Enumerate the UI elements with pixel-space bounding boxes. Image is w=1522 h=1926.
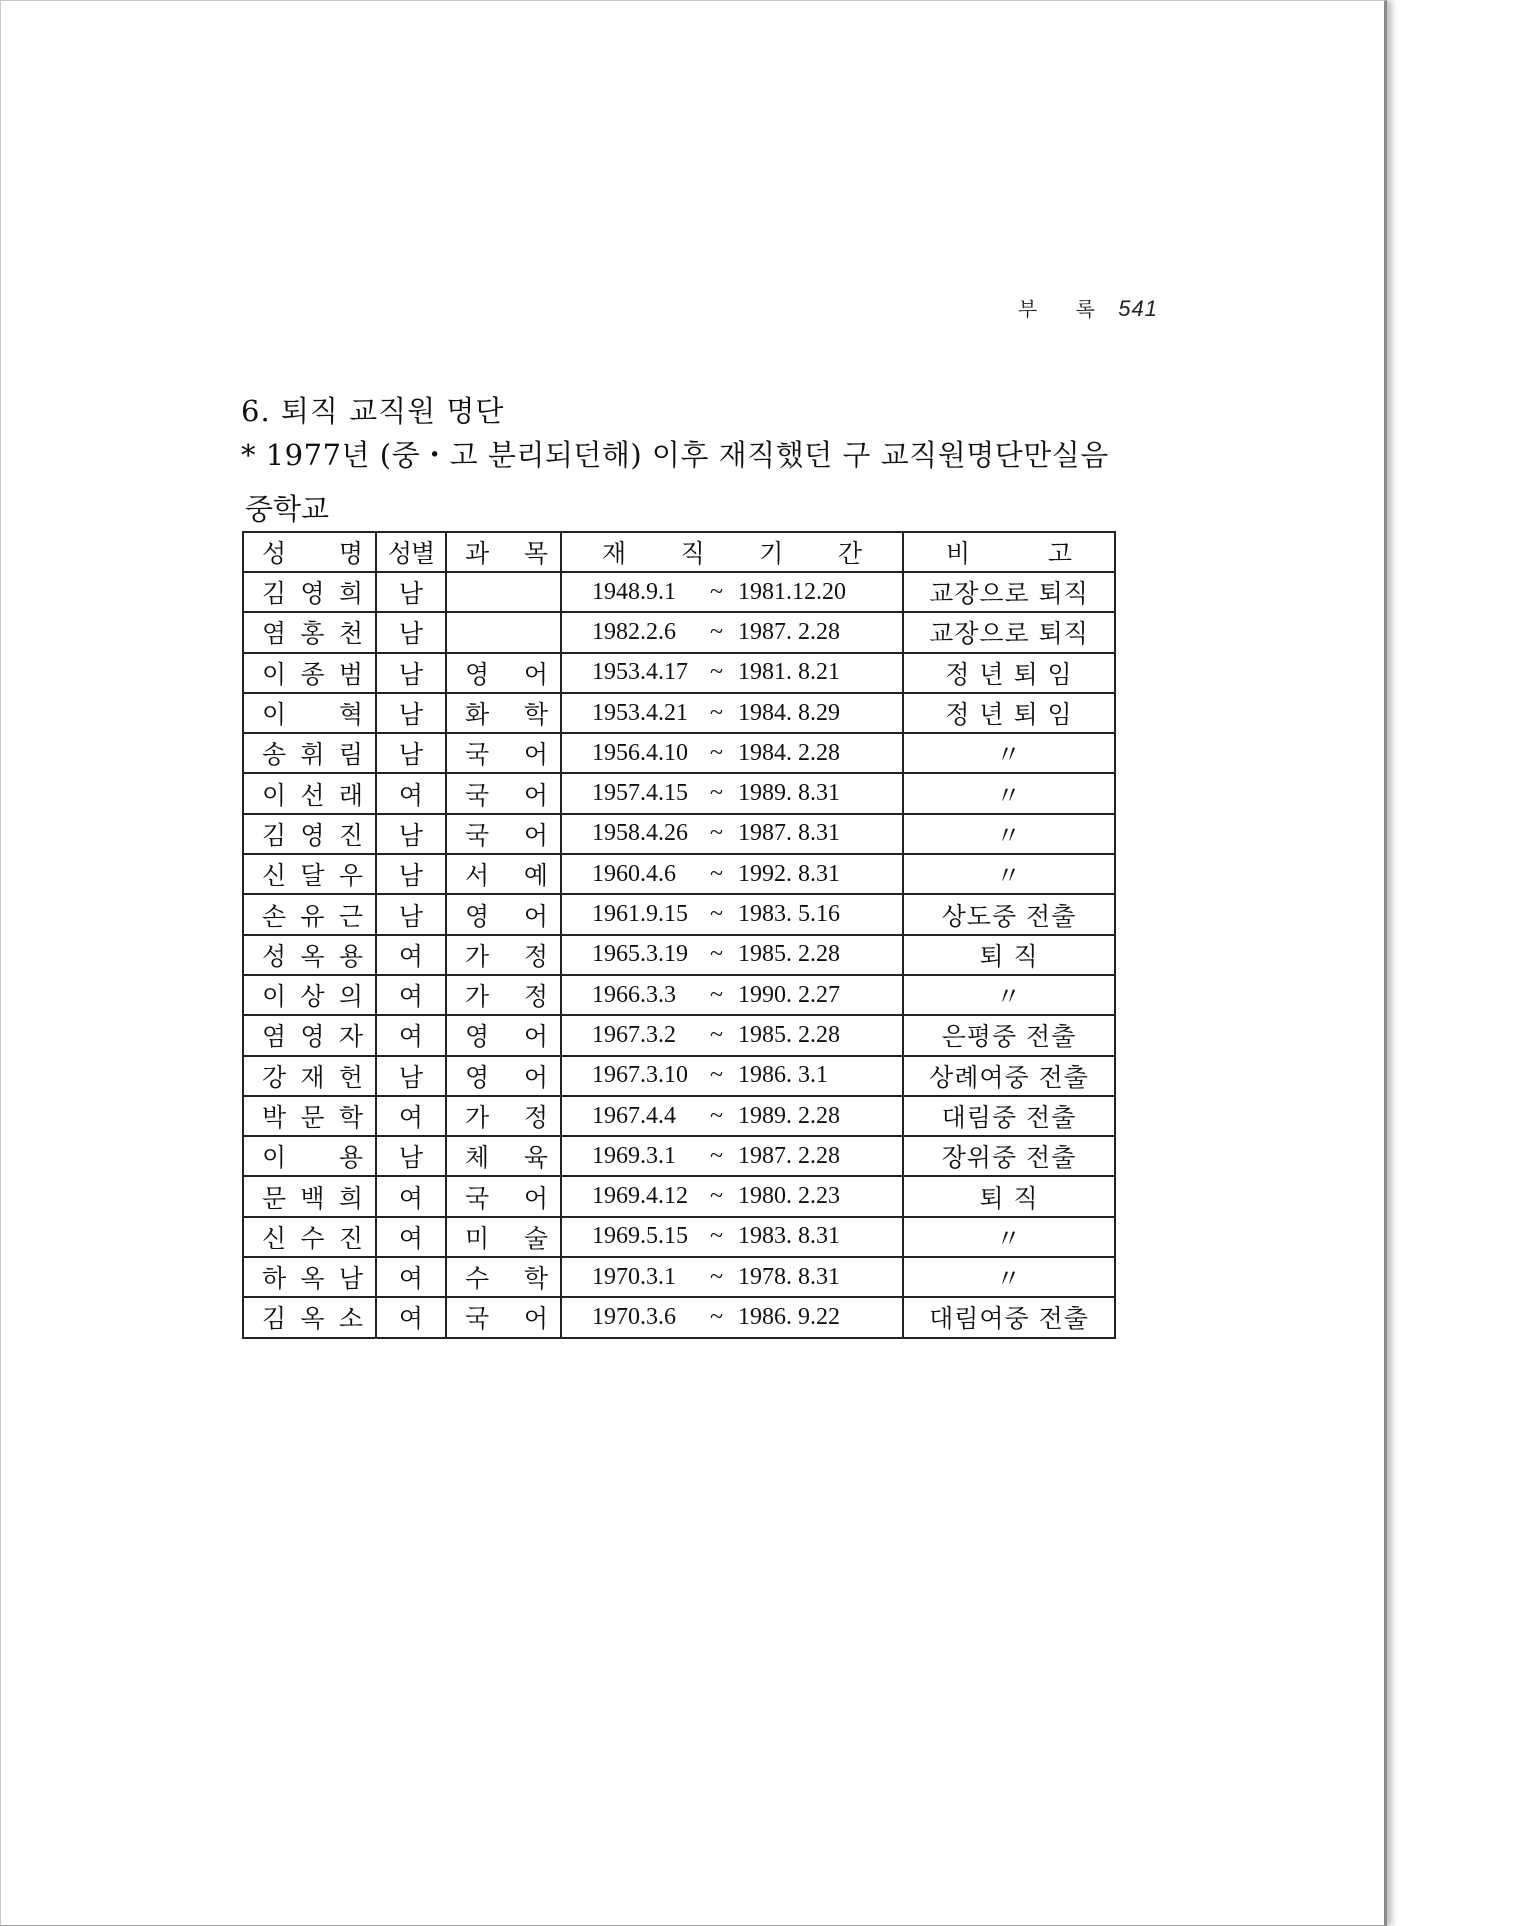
cell-name: 이 선 래 (243, 773, 376, 813)
cell-remark: 〃 (903, 975, 1115, 1015)
cell-remark: 대림중 전출 (903, 1096, 1115, 1136)
cell-subject: 국 어 (446, 814, 561, 854)
cell-gender: 남 (376, 733, 446, 773)
cell-period (561, 572, 903, 612)
cell-remark: 교장으로 퇴직 (903, 572, 1115, 612)
period-end: 1986. 3.1 (738, 1062, 828, 1089)
period-start: 1967.3.2 (592, 1021, 676, 1048)
period-start: 1969.4.12 (592, 1183, 688, 1210)
cell-period (561, 1096, 903, 1136)
period-end: 1978. 8.31 (738, 1263, 840, 1290)
period-separator: ~ (710, 578, 723, 605)
cell-name: 김 옥 소 (243, 1297, 376, 1337)
cell-remark: 상도중 전출 (903, 894, 1115, 934)
period-start: 1965.3.19 (592, 941, 688, 968)
table-row (243, 935, 1115, 975)
period-separator: ~ (710, 659, 723, 686)
cell-gender: 남 (376, 1136, 446, 1176)
cell-subject: 국 어 (446, 773, 561, 813)
cell-name: 박 문 학 (243, 1096, 376, 1136)
period-separator: ~ (710, 699, 723, 726)
table-row (243, 1015, 1115, 1055)
table-row (243, 612, 1115, 652)
table-row (243, 1136, 1115, 1176)
cell-gender: 남 (376, 572, 446, 612)
cell-period (561, 653, 903, 693)
cell-remark: 〃 (903, 854, 1115, 894)
period-separator: ~ (710, 1142, 723, 1169)
cell-period (561, 975, 903, 1015)
table-row (243, 733, 1115, 773)
period-end: 1983. 8.31 (738, 1223, 840, 1250)
period-start: 1967.4.4 (592, 1102, 676, 1129)
table-subtitle: 중학교 (245, 492, 330, 526)
table-row (243, 572, 1115, 612)
cell-name: 염 영 자 (243, 1015, 376, 1055)
cell-gender: 여 (376, 1176, 446, 1216)
cell-subject: 수 학 (446, 1257, 561, 1297)
period-end: 1986. 9.22 (738, 1303, 840, 1330)
cell-period (561, 693, 903, 733)
cell-remark: 정 년 퇴 임 (903, 693, 1115, 733)
cell-name: 김 영 희 (243, 572, 376, 612)
header-period: 재 직 기 간 (561, 532, 903, 572)
cell-gender: 여 (376, 1297, 446, 1337)
cell-period (561, 733, 903, 773)
period-end: 1980. 2.23 (738, 1183, 840, 1210)
period-separator: ~ (710, 739, 723, 766)
cell-subject: 영 어 (446, 894, 561, 934)
period-start: 1970.3.1 (592, 1263, 676, 1290)
header-name: 성 명 (243, 532, 376, 572)
period-start: 1960.4.6 (592, 860, 676, 887)
cell-gender: 남 (376, 612, 446, 652)
table-row (243, 854, 1115, 894)
table-row (243, 814, 1115, 854)
period-separator: ~ (710, 1223, 723, 1250)
period-end: 1987. 2.28 (738, 618, 840, 645)
period-end: 1985. 2.28 (738, 941, 840, 968)
table-body (243, 572, 1115, 1338)
table-row (243, 1056, 1115, 1096)
cell-name: 성 옥 용 (243, 935, 376, 975)
table-row (243, 975, 1115, 1015)
cell-gender: 여 (376, 1096, 446, 1136)
period-end: 1983. 5.16 (738, 901, 840, 928)
cell-name: 송 휘 림 (243, 733, 376, 773)
cell-period (561, 1015, 903, 1055)
cell-remark: 교장으로 퇴직 (903, 612, 1115, 652)
cell-period (561, 612, 903, 652)
period-end: 1989. 8.31 (738, 780, 840, 807)
header-subject: 과 목 (446, 532, 561, 572)
cell-gender: 남 (376, 814, 446, 854)
cell-subject (446, 612, 561, 652)
table-row (243, 693, 1115, 733)
period-start: 1970.3.6 (592, 1303, 676, 1330)
cell-period (561, 854, 903, 894)
cell-period (561, 894, 903, 934)
cell-name: 신 수 진 (243, 1217, 376, 1257)
cell-remark: 상례여중 전출 (903, 1056, 1115, 1096)
period-start: 1953.4.17 (592, 659, 688, 686)
cell-gender: 여 (376, 975, 446, 1015)
cell-remark: 정 년 퇴 임 (903, 653, 1115, 693)
table-row (243, 653, 1115, 693)
period-separator: ~ (710, 1062, 723, 1089)
cell-remark: 퇴 직 (903, 935, 1115, 975)
cell-remark: 〃 (903, 733, 1115, 773)
cell-subject: 가 정 (446, 1096, 561, 1136)
cell-remark: 대림여중 전출 (903, 1297, 1115, 1337)
period-start: 1948.9.1 (592, 578, 676, 605)
cell-subject: 서 예 (446, 854, 561, 894)
cell-remark: 은평중 전출 (903, 1015, 1115, 1055)
section-note: * 1977년 (중・고 분리되던해) 이후 재직했던 구 교직원명단만실음 (241, 438, 1109, 472)
period-start: 1969.5.15 (592, 1223, 688, 1250)
cell-name: 이 종 범 (243, 653, 376, 693)
period-separator: ~ (710, 1263, 723, 1290)
cell-remark: 〃 (903, 1217, 1115, 1257)
period-end: 1981.12.20 (738, 578, 846, 605)
period-end: 1981. 8.21 (738, 659, 840, 686)
cell-name: 이 용 (243, 1136, 376, 1176)
page-number: 541 (1118, 296, 1158, 321)
cell-subject: 영 어 (446, 1056, 561, 1096)
cell-name: 문 백 희 (243, 1176, 376, 1216)
cell-subject (446, 572, 561, 612)
cell-gender: 남 (376, 653, 446, 693)
period-start: 1956.4.10 (592, 739, 688, 766)
cell-subject: 가 정 (446, 975, 561, 1015)
period-start: 1958.4.26 (592, 820, 688, 847)
period-end: 1989. 2.28 (738, 1102, 840, 1129)
cell-period (561, 1136, 903, 1176)
cell-gender: 여 (376, 1257, 446, 1297)
period-separator: ~ (710, 618, 723, 645)
cell-period (561, 814, 903, 854)
cell-name: 손 유 근 (243, 894, 376, 934)
cell-remark: 장위중 전출 (903, 1136, 1115, 1176)
cell-subject: 영 어 (446, 653, 561, 693)
period-start: 1969.3.1 (592, 1142, 676, 1169)
period-separator: ~ (710, 780, 723, 807)
cell-gender: 남 (376, 894, 446, 934)
cell-period (561, 935, 903, 975)
header-remark: 비 고 (903, 532, 1115, 572)
period-end: 1992. 8.31 (738, 860, 840, 887)
header-gender: 성별 (376, 532, 446, 572)
table-row (243, 894, 1115, 934)
cell-remark: 〃 (903, 773, 1115, 813)
cell-subject: 미 술 (446, 1217, 561, 1257)
period-separator: ~ (710, 820, 723, 847)
period-separator: ~ (710, 941, 723, 968)
cell-remark: 퇴 직 (903, 1176, 1115, 1216)
period-start: 1967.3.10 (592, 1062, 688, 1089)
cell-remark: 〃 (903, 814, 1115, 854)
cell-period (561, 1176, 903, 1216)
period-separator: ~ (710, 1021, 723, 1048)
table-row (243, 1096, 1115, 1136)
cell-gender: 여 (376, 773, 446, 813)
cell-gender: 여 (376, 1217, 446, 1257)
table-row (243, 1176, 1115, 1216)
cell-period (561, 773, 903, 813)
cell-subject: 가 정 (446, 935, 561, 975)
table-row (243, 1297, 1115, 1337)
table-row (243, 1257, 1115, 1297)
cell-subject: 국 어 (446, 1297, 561, 1337)
period-separator: ~ (710, 981, 723, 1008)
cell-gender: 여 (376, 1015, 446, 1055)
period-end: 1987. 8.31 (738, 820, 840, 847)
cell-subject: 국 어 (446, 733, 561, 773)
cell-name: 이 상 의 (243, 975, 376, 1015)
section-title: 6. 퇴직 교직원 명단 (241, 394, 505, 428)
cell-name: 염 홍 천 (243, 612, 376, 652)
table-header-row (243, 532, 1115, 572)
cell-period (561, 1217, 903, 1257)
period-separator: ~ (710, 901, 723, 928)
cell-subject: 국 어 (446, 1176, 561, 1216)
page-header (1018, 293, 1158, 322)
table-row (243, 1217, 1115, 1257)
cell-gender: 여 (376, 935, 446, 975)
cell-subject: 화 학 (446, 693, 561, 733)
cell-name: 하 옥 남 (243, 1257, 376, 1297)
period-end: 1984. 8.29 (738, 699, 840, 726)
period-start: 1982.2.6 (592, 618, 676, 645)
cell-gender: 남 (376, 693, 446, 733)
cell-subject: 영 어 (446, 1015, 561, 1055)
cell-period (561, 1056, 903, 1096)
cell-name: 김 영 진 (243, 814, 376, 854)
period-end: 1985. 2.28 (738, 1021, 840, 1048)
cell-remark: 〃 (903, 1257, 1115, 1297)
cell-period (561, 1257, 903, 1297)
period-separator: ~ (710, 1102, 723, 1129)
cell-gender: 남 (376, 854, 446, 894)
header-label: 부 록 (1017, 297, 1111, 321)
retired-staff-table (242, 531, 1116, 1339)
period-separator: ~ (710, 1183, 723, 1210)
period-separator: ~ (710, 860, 723, 887)
period-end: 1984. 2.28 (738, 739, 840, 766)
period-start: 1957.4.15 (592, 780, 688, 807)
period-start: 1961.9.15 (592, 901, 688, 928)
cell-name: 이 혁 (243, 693, 376, 733)
cell-name: 강 재 헌 (243, 1056, 376, 1096)
cell-gender: 남 (376, 1056, 446, 1096)
period-start: 1953.4.21 (592, 699, 688, 726)
table-row (243, 773, 1115, 813)
period-end: 1990. 2.27 (738, 981, 840, 1008)
cell-subject: 체 육 (446, 1136, 561, 1176)
period-end: 1987. 2.28 (738, 1142, 840, 1169)
cell-name: 신 달 우 (243, 854, 376, 894)
period-separator: ~ (710, 1303, 723, 1330)
cell-period (561, 1297, 903, 1337)
period-start: 1966.3.3 (592, 981, 676, 1008)
